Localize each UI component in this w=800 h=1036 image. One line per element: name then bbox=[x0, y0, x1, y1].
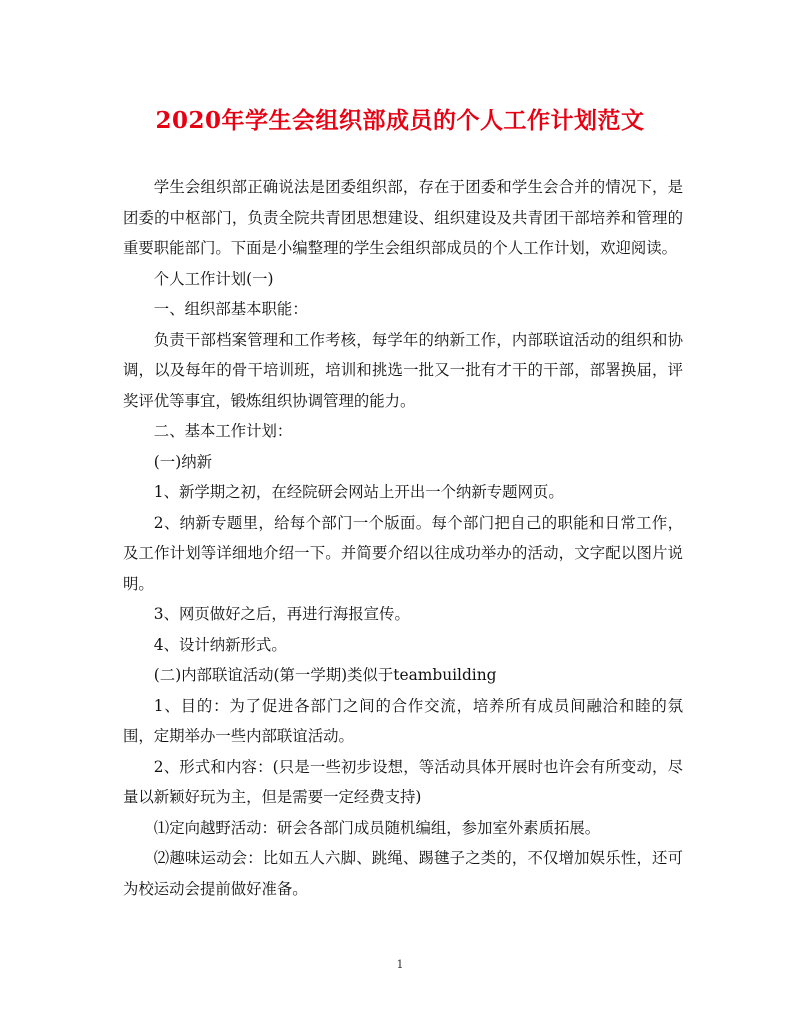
document-body bbox=[123, 172, 683, 904]
section-heading-plan-one: 个人工作计划(一) bbox=[153, 269, 274, 288]
list-item-recruitment-3: 3、网页做好之后，再进行海报宣传。 bbox=[153, 605, 410, 623]
section-heading-work-plan: 二、基本工作计划： bbox=[153, 422, 293, 440]
list-item-recruitment-1: 1、新学期之初，在经院研会网站上开出一个纳新专题网页。 bbox=[153, 483, 564, 501]
subheading-recruitment: (一)纳新 bbox=[153, 452, 212, 471]
page-number: 1 bbox=[396, 958, 404, 971]
list-item-activities-2: 2、形式和内容：(只是一些初步设想，等活动具体开展时也许会有所变动，尽量以新颖好玩为主，但是需要一定经费支持) bbox=[123, 757, 683, 806]
list-item-orienteering: ⑴定向越野活动：研会各部门成员随机编组，参加室外素质拓展。 bbox=[153, 818, 601, 837]
list-item-recruitment-2: 2、纳新专题里，给每个部门一个版面。每个部门把自己的职能和日常工作，及工作计划等详细地介绍一下。并简要介绍以往成功举办的活动，文字配以图片说明。 bbox=[123, 513, 683, 593]
list-item-fun-sports: ⑵趣味运动会：比如五人六脚、跳绳、踢毽子之类的，不仅增加娱乐性，还可为校运动会提前做好准备。 bbox=[123, 849, 683, 898]
list-item-activities-1: 1、目的：为了促进各部门之间的合作交流，培养所有成员间融洽和睦的氛围，定期举办一些内部联谊活动。 bbox=[123, 696, 683, 745]
intro-paragraph: 学生会组织部正确说法是团委组织部，存在于团委和学生会合并的情况下，是团委的中枢部门，负责全院共青团思想建设、组织建设及共青团干部培养和管理的重要职能部门。下面是小编整理的学生会组织部成员的个人工作计划，欢迎阅读。 bbox=[123, 178, 683, 257]
paragraph-basic-functions: 负责干部档案管理和工作考核，每学年的纳新工作，内部联谊活动的组织和协调，以及每年的骨干培训班，培训和挑选一批又一批有才干的干部，部署换届，评奖评优等事宜，锻炼组织协调管理的能力。 bbox=[123, 330, 683, 410]
document-title: 2020年学生会组织部成员的个人工作计划范文 bbox=[155, 107, 645, 134]
section-heading-basic-functions: 一、组织部基本职能： bbox=[153, 300, 308, 318]
list-item-recruitment-4: 4、设计纳新形式。 bbox=[153, 635, 287, 654]
subheading-internal-activities: (二)内部联谊活动(第一学期)类似于teambuilding bbox=[153, 666, 497, 684]
